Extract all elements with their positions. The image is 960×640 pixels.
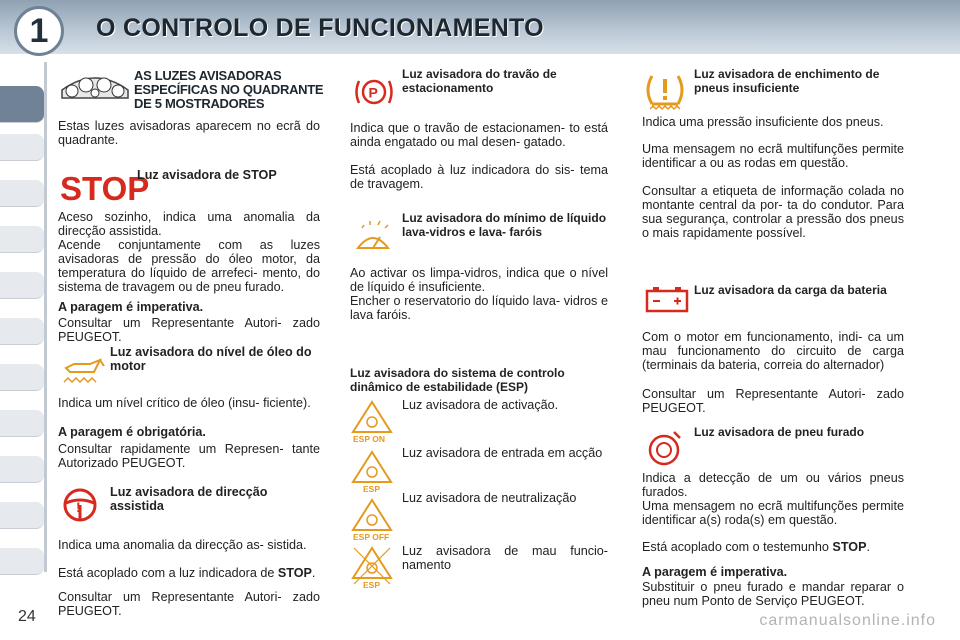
chapter-tab[interactable] <box>0 364 44 391</box>
oil-warning: A paragem é obrigatória. <box>58 425 206 439</box>
chapter-tabs <box>0 62 46 572</box>
chapter-tab[interactable] <box>0 134 44 161</box>
battery-title: Luz avisadora da carga da bateria <box>694 283 887 297</box>
svg-text:!: ! <box>76 499 81 515</box>
punctured-tyre-icon <box>644 428 686 470</box>
chapter-tab[interactable] <box>0 456 44 483</box>
tyre-text-3: Consultar a etiqueta de informação colada no montante central da por- ta do condutor. Para sua segurança, controlar a pressão dos pneus o mais rapidamente possível. <box>642 184 904 240</box>
svg-text:ESP: ESP <box>363 484 381 494</box>
esp-fault-icon <box>350 544 394 590</box>
battery-text-2: Consultar um Representante Autori- zado PEUGEOT. <box>642 387 904 415</box>
parking-title: Luz avisadora do travão de estacionamento <box>402 67 557 95</box>
steering-text-3: Consultar um Representante Autori- zado PEUGEOT. <box>58 590 320 618</box>
tyre-title: Luz avisadora de enchimento de pneus insuficiente <box>694 67 880 95</box>
steering-wheel-icon <box>60 485 100 525</box>
sidebar-divider <box>44 62 47 572</box>
parking-brake-icon <box>354 72 394 112</box>
washer-text-2: Encher o reservatorio do líquido lava- vidros e lava faróis. <box>350 294 608 322</box>
steering-title: Luz avisadora de direcção assistida <box>110 485 268 513</box>
esp-active-icon <box>350 448 394 494</box>
tyre-text-1: Indica uma pressão insuficiente dos pneus. <box>642 115 884 129</box>
stop-warning: A paragem é imperativa. <box>58 300 204 314</box>
esp-title: Luz avisadora do sistema de controlo dinâmico de estabilidade (ESP) <box>350 366 565 394</box>
esp-off-icon <box>350 496 394 542</box>
chapter-tab[interactable] <box>0 502 44 529</box>
page-number: 24 <box>18 608 36 625</box>
steering-text-1: Indica uma anomalia da direcção as- sistida. <box>58 538 307 552</box>
puncture-warning: A paragem é imperativa. <box>642 565 788 579</box>
stop-icon <box>58 170 150 207</box>
oil-text-2: Consultar rapidamente um Represen- tante Autorizado PEUGEOT. <box>58 442 320 470</box>
esp-item-4: Luz avisadora de mau funcio- namento <box>402 544 608 572</box>
chapter-tab[interactable] <box>0 318 44 345</box>
esp-item-2: Luz avisadora de entrada em acção <box>402 446 603 460</box>
puncture-title: Luz avisadora de pneu furado <box>694 425 865 439</box>
puncture-text-3: Está acoplado com o testemunho STOP. <box>642 540 870 554</box>
svg-text:ESP OFF: ESP OFF <box>353 532 390 542</box>
page-header <box>0 0 960 54</box>
tyre-text-2: Uma mensagem no ecrã multifunções permite identificar a ou as rodas em questão. <box>642 142 904 170</box>
stop-icon-text: STOP <box>60 170 150 207</box>
parking-text-1: Indica que o travão de estacionamen- to está ainda engatado ou mal desen- gatado. <box>350 121 608 149</box>
chapter-tab[interactable] <box>0 410 44 437</box>
dashboard-dials-icon <box>58 70 132 102</box>
chapter-number: 1 <box>14 6 64 56</box>
chapter-tab[interactable] <box>0 548 44 575</box>
stop-text-1: Aceso sozinho, indica uma anomalia da direcção assistida. <box>58 210 320 238</box>
washer-fluid-icon <box>352 218 394 258</box>
battery-icon <box>644 284 690 314</box>
section-title: AS LUZES AVISADORAS ESPECÍFICAS NO QUADRANTE DE 5 MOSTRADORES <box>134 68 324 111</box>
puncture-text-2: Uma mensagem no ecrã multifunções permite identificar a(s) roda(s) em questão. <box>642 499 904 527</box>
washer-text-1: Ao activar os limpa-vidros, indica que o nível de líquido é insuficiente. <box>350 266 608 294</box>
steering-text-2: Está acoplado com a luz indicadora de STOP. <box>58 566 316 580</box>
svg-text:P: P <box>368 84 378 101</box>
watermark: carmanualsonline.info <box>759 612 936 629</box>
puncture-text-4: Substituir o pneu furado e mandar reparar o pneu num Ponto de Serviço PEUGEOT. <box>642 580 904 608</box>
washer-title: Luz avisadora do mínimo de líquido lava-vidros e lava- faróis <box>402 211 607 239</box>
tyre-pressure-icon <box>644 70 686 112</box>
page-title: O CONTROLO DE FUNCIONAMENTO <box>96 14 544 42</box>
stop-title: Luz avisadora de STOP <box>137 168 277 182</box>
esp-item-3: Luz avisadora de neutralização <box>402 491 577 505</box>
chapter-tab[interactable] <box>0 180 44 207</box>
puncture-text-1: Indica a detecção de um ou vários pneus furados. <box>642 471 904 499</box>
esp-item-1: Luz avisadora de activação. <box>402 398 559 412</box>
svg-text:ESP ON: ESP ON <box>353 434 385 444</box>
battery-text-1: Com o motor em funcionamento, indi- ca um mau funcionamento do circuito de carga (terminais da bateria, correia do alternador) <box>642 330 904 372</box>
intro-text: Estas luzes avisadoras aparecem no ecrã do quadrante. <box>58 119 320 147</box>
oil-title: Luz avisadora do nível de óleo do motor <box>110 345 312 373</box>
chapter-tab[interactable] <box>0 226 44 253</box>
stop-text-2: Acende conjuntamente com as luzes avisadoras de pressão do óleo motor, da temperatura do líquido de arrefeci- mento, do sistema de travagem ou de pneu furado. <box>58 238 320 294</box>
chapter-tab-active[interactable] <box>0 86 44 123</box>
chapter-tab[interactable] <box>0 272 44 299</box>
esp-on-icon <box>350 398 394 444</box>
oil-text-1: Indica um nível crítico de óleo (insu- ficiente). <box>58 396 311 410</box>
svg-text:ESP: ESP <box>363 580 381 590</box>
oil-level-icon <box>60 352 106 386</box>
stop-text-3: Consultar um Representante Autori- zado PEUGEOT. <box>58 316 320 344</box>
parking-text-2: Está acoplado à luz indicadora do sis- tema de travagem. <box>350 163 608 191</box>
